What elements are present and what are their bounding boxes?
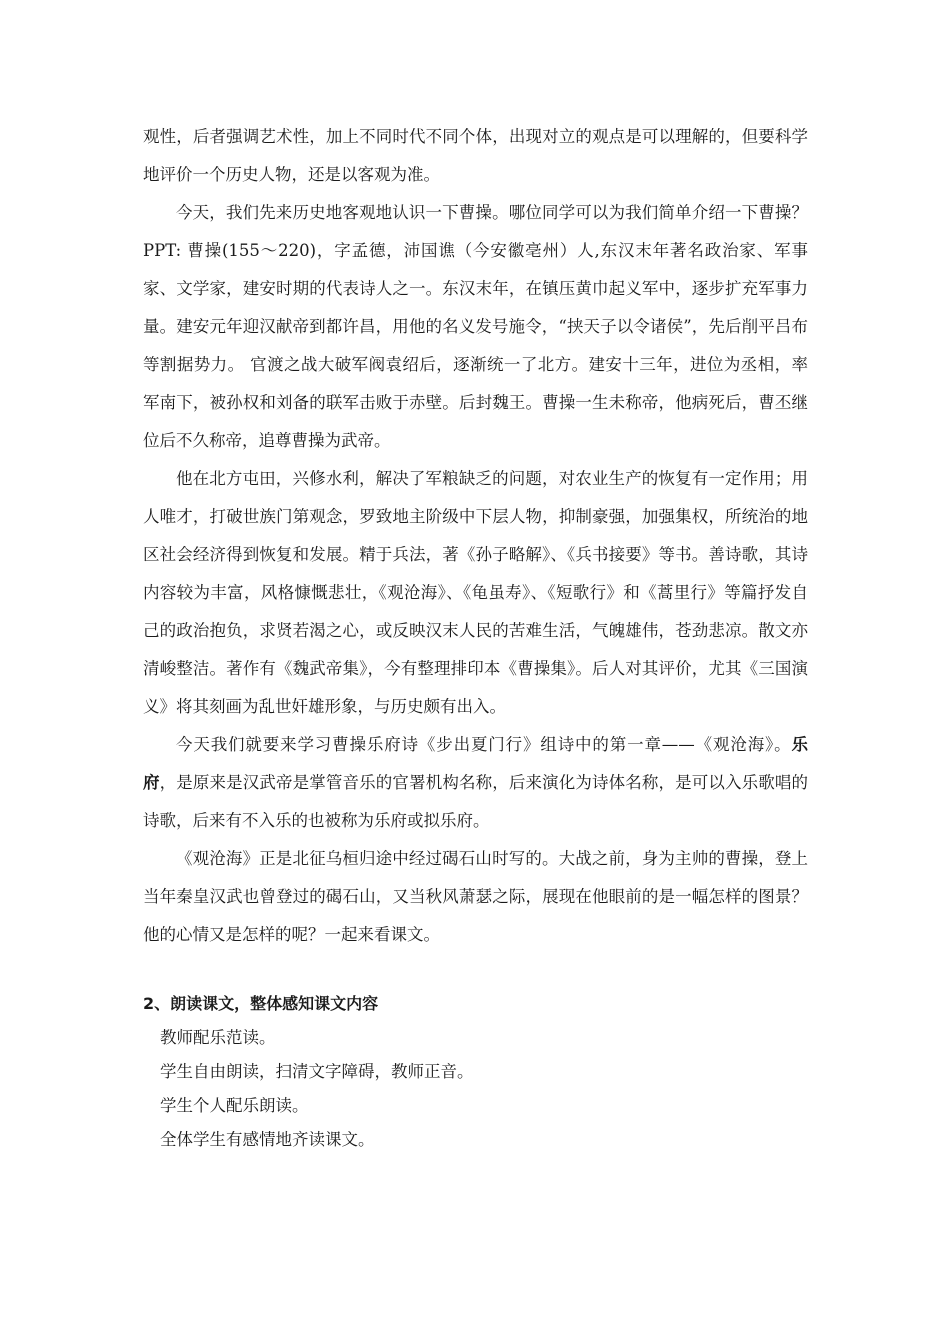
term-yuefu: 乐府	[143, 735, 808, 792]
paragraph-5: 《观沧海》正是北征乌桓归途中经过碣石山时写的。大战之前，身为主帅的曹操，登上当年秦皇汉武也曾登过的碣石山，又当秋风萧瑟之际，展现在他眼前的是一幅怎样的图景？他的心情又是怎样的呢？一起来看课文。	[143, 849, 808, 944]
step-item-2: 学生自由朗读，扫清文字障碍，教师正音。	[160, 1062, 474, 1081]
step-item-3: 学生个人配乐朗读。	[160, 1096, 309, 1115]
step-item-1: 教师配乐范读。	[160, 1028, 276, 1047]
paragraph-4	[143, 726, 808, 840]
document-page	[143, 118, 808, 1157]
section-heading: 2、朗读课文，整体感知课文内容	[143, 994, 379, 1013]
paragraph-3: 他在北方屯田，兴修水利，解决了军粮缺乏的问题，对农业生产的恢复有一定作用；用人唯才，打破世族门第观念，罗致地主阶级中下层人物，抑制豪强，加强集权，所统治的地区社会经济得到恢复和发展。精于兵法，著《孙子略解》、《兵书接要》等书。善诗歌，其诗内容较为丰富，风格慷慨悲壮，《观沧海》、《龟虽寿》、《短歌行》和《蒿里行》等篇抒发自己的政治抱负，求贤若渴之心，或反映汉末人民的苦难生活，气魄雄伟，苍劲悲凉。散文亦清峻整洁。著作有《魏武帝集》，今有整理排印本《曹操集》。后人对其评价，尤其《三国演义》将其刻画为乱世奸雄形象，与历史颇有出入。	[143, 469, 808, 716]
paragraph-4-intro: 今天我们就要来学习曹操乐府诗《步出夏门行》组诗中的第一章——《观沧海》。	[176, 735, 792, 754]
paragraph-4-definition: ，是原来是汉武帝是掌管音乐的官署机构名称，后来演化为诗体名称，是可以入乐歌唱的诗歌，后来有不入乐的也被称为乐府或拟乐府。	[143, 773, 809, 830]
step-item-4: 全体学生有感情地齐读课文。	[160, 1130, 375, 1149]
paragraph-1: 观性，后者强调艺术性，加上不同时代不同个体，出现对立的观点是可以理解的，但要科学地评价一个历史人物，还是以客观为准。	[143, 127, 808, 184]
paragraph-2: 今天，我们先来历史地客观地认识一下曹操。哪位同学可以为我们简单介绍一下曹操？PPT: 曹操(155～220)，字孟德，沛国谯（今安徽亳州）人,东汉末年著名政治家、军事家、文学家，建安时期的代表诗人之一。东汉末年，在镇压黄巾起义军中，逐步扩充军事力量。建安元年迎汉献帝到都许昌，用他的名义发号施令，“挟天子以令诸侯”，先后削平吕布等割据势力。 官渡之战大破军阀袁绍后，逐渐统一了北方。建安十三年，进位为丞相，率军南下，被孙权和刘备的联军击败于赤壁。后封魏王。曹操一生未称帝，他病死后，曹丕继位后不久称帝，追尊曹操为武帝。	[143, 203, 808, 450]
